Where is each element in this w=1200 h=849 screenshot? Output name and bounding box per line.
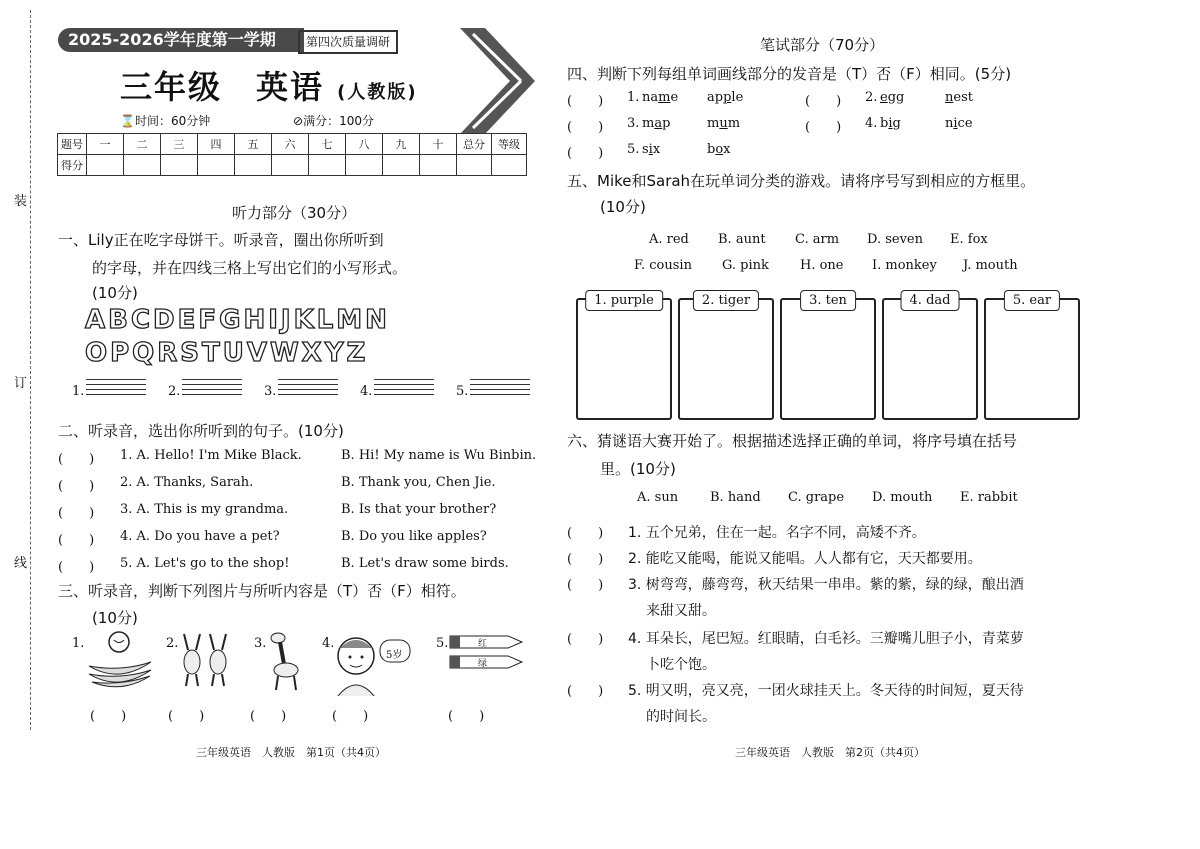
score-entry-cell[interactable] <box>87 155 124 176</box>
answer-paren: ( ) <box>567 632 604 647</box>
four-line-grid[interactable] <box>278 379 338 399</box>
score-table <box>57 133 527 176</box>
q3-points: (10分) <box>92 609 138 627</box>
score-header-cell: 二 <box>124 134 161 155</box>
item-number: 2. <box>865 90 878 105</box>
riddle-option: A. sun <box>637 490 679 505</box>
word-option: F. cousin <box>634 258 692 273</box>
q3-title: 三、听录音，判断下列图片与所听内容是（T）否（F）相符。 <box>58 582 466 600</box>
word-option: A. red <box>649 232 689 247</box>
q6-title: 六、猜谜语大赛开始了。根据描述选择正确的单词，将序号填在括号 <box>567 432 1018 450</box>
riddle-text: 1. 五个兄弟，住在一起。名字不同，高矮不齐。 <box>628 525 926 541</box>
answer-paren: ( ) <box>567 578 604 593</box>
word-option: H. one <box>800 258 844 273</box>
option-a: 2. A. Thanks, Sarah. <box>120 475 254 490</box>
q3-num-2: 2. <box>166 636 179 651</box>
category-box[interactable] <box>780 293 876 420</box>
item-number: 5. <box>627 142 640 157</box>
category-label: 5. ear <box>1004 290 1060 311</box>
score-entry-cell[interactable] <box>124 155 161 176</box>
exam-tag: 第四次质量调研 <box>298 30 398 54</box>
category-box[interactable] <box>882 293 978 420</box>
word-2: box <box>707 142 731 157</box>
category-label: 2. tiger <box>693 290 759 311</box>
score-entry-cell[interactable] <box>346 155 383 176</box>
cut-line <box>30 10 31 730</box>
score-header-cell: 题号 <box>58 134 87 155</box>
four-line-grid[interactable] <box>182 379 242 399</box>
binding-char: 装 <box>14 194 28 209</box>
page-title <box>120 62 418 108</box>
score-header-cell: 八 <box>346 134 383 155</box>
q1-points: (10分) <box>92 284 138 302</box>
score-header-cell: 九 <box>383 134 420 155</box>
binding-char: 线 <box>14 556 28 571</box>
rabbits-image <box>178 630 234 688</box>
riddle-text-cont: 卜吃个饱。 <box>646 657 716 673</box>
q1-title: 一、Lily正在吃字母饼干。听录音，圈出你所听到 <box>58 231 384 249</box>
answer-paren: ( ) <box>805 94 842 109</box>
score-header-cell: 总分 <box>457 134 492 155</box>
footer-right: 三年级英语 人教版 第2页（共4页） <box>735 746 925 759</box>
answer-paren: ( ) <box>250 709 287 724</box>
option-a: 4. A. Do you have a pet? <box>120 529 280 544</box>
score-info: ⊘满分：100分 <box>293 114 374 128</box>
answer-paren: ( ) <box>567 146 604 161</box>
term-banner: 2025-2026学年度第一学期 <box>58 28 304 52</box>
score-entry-cell[interactable] <box>235 155 272 176</box>
score-header-cell: 一 <box>87 134 124 155</box>
riddle-text: 4. 耳朵长，尾巴短。红眼睛，白毛衫。三瓣嘴儿胆子小，青菜萝 <box>628 631 1024 647</box>
answer-paren: ( ) <box>58 560 95 575</box>
q6-title-2: 里。(10分) <box>600 460 676 478</box>
word-2: apple <box>707 90 744 105</box>
blank-number: 1. <box>72 384 85 399</box>
blank-number: 3. <box>264 384 277 399</box>
score-entry-cell[interactable] <box>383 155 420 176</box>
q2-title: 二、听录音，选出你所听到的句子。(10分) <box>58 422 344 440</box>
answer-paren: ( ) <box>58 533 95 548</box>
full-score-text: 满分：100分 <box>303 114 374 128</box>
listening-heading: 听力部分（30分） <box>232 204 357 222</box>
q3-num-1: 1. <box>72 636 85 651</box>
riddle-text: 3. 树弯弯，藤弯弯，秋天结果一串串。紫的紫，绿的绿，酿出酒 <box>628 577 1024 593</box>
score-header-cell: 三 <box>161 134 198 155</box>
score-entry-cell[interactable] <box>420 155 457 176</box>
word-1: big <box>880 116 901 131</box>
option-b: B. Is that your brother? <box>341 502 497 517</box>
answer-paren: ( ) <box>332 709 369 724</box>
riddle-option: B. hand <box>710 490 761 505</box>
answer-paren: ( ) <box>58 506 95 521</box>
riddle-option: D. mouth <box>872 490 933 505</box>
word-option: I. monkey <box>872 258 937 273</box>
score-entry-cell[interactable] <box>161 155 198 176</box>
blank-number: 4. <box>360 384 373 399</box>
option-b: B. Do you like apples? <box>341 529 487 544</box>
riddle-text: 5. 明又明，亮又亮，一团火球挂天上。冬天待的时间短，夏天待 <box>628 683 1024 699</box>
score-header-cell: 六 <box>272 134 309 155</box>
word-1: map <box>642 116 671 131</box>
score-entry-cell[interactable] <box>272 155 309 176</box>
answer-paren: ( ) <box>448 709 485 724</box>
answer-paren: ( ) <box>567 684 604 699</box>
riddle-text-cont: 的时间长。 <box>646 709 716 725</box>
score-header-cell: 四 <box>198 134 235 155</box>
riddle-option: C. grape <box>788 490 845 505</box>
word-2: nice <box>945 116 973 131</box>
q3-num-3: 3. <box>254 636 267 651</box>
word-option: E. fox <box>950 232 988 247</box>
option-b: B. Hi! My name is Wu Binbin. <box>341 448 537 463</box>
answer-paren: ( ) <box>58 452 95 467</box>
option-b: B. Thank you, Chen Jie. <box>341 475 496 490</box>
q4-title: 四、判断下列每组单词画线部分的发音是（T）否（F）相同。(5分) <box>567 65 1012 83</box>
option-a: 5. A. Let's go to the shop! <box>120 556 290 571</box>
option-a: 3. A. This is my grandma. <box>120 502 289 517</box>
q1-title-2: 的字母，并在四线三格上写出它们的小写形式。 <box>92 259 408 277</box>
score-entry-cell[interactable] <box>457 155 492 176</box>
letters-row-2: OPQRSTUVWXYZ <box>85 338 369 368</box>
time-text: 时间：60分钟 <box>134 114 211 128</box>
item-number: 3. <box>627 116 640 131</box>
category-box[interactable] <box>576 293 672 420</box>
decorative-chevron <box>455 26 540 136</box>
word-option: D. seven <box>867 232 923 247</box>
age-bubble-text: 5岁 <box>386 650 403 661</box>
score-label-cell: 得分 <box>58 155 87 176</box>
title-text: 三年级 英语 <box>120 68 325 106</box>
q5-points: (10分) <box>600 198 646 216</box>
crayon-label-1: 红 <box>478 639 488 649</box>
item-number: 4. <box>865 116 878 131</box>
written-heading: 笔试部分（70分） <box>760 36 885 54</box>
word-option: B. aunt <box>718 232 766 247</box>
blank-number: 2. <box>168 384 181 399</box>
giraffe-image <box>266 630 302 692</box>
word-1: name <box>642 90 679 105</box>
word-option: J. mouth <box>963 258 1018 273</box>
word-option: C. arm <box>795 232 840 247</box>
word-2: mum <box>707 116 741 131</box>
answer-paren: ( ) <box>90 709 127 724</box>
score-header-cell: 七 <box>309 134 346 155</box>
category-box[interactable] <box>984 293 1080 420</box>
word-1: egg <box>880 90 905 105</box>
time-info: ⌛时间：60分钟 <box>120 114 211 128</box>
answer-paren: ( ) <box>567 94 604 109</box>
four-line-grid[interactable] <box>86 379 146 399</box>
crayon-label-2: 绿 <box>478 659 488 669</box>
letters-row-1: ABCDEFGHIJKLMN <box>85 305 390 335</box>
riddle-text-cont: 来甜又甜。 <box>646 603 716 619</box>
riddle-option: E. rabbit <box>960 490 1018 505</box>
score-entry-cell[interactable] <box>492 155 527 176</box>
q3-num-5: 5. <box>436 636 449 651</box>
answer-paren: ( ) <box>805 120 842 135</box>
blank-number: 5. <box>456 384 469 399</box>
answer-paren: ( ) <box>58 479 95 494</box>
score-header-cell: 等级 <box>492 134 527 155</box>
answer-paren: ( ) <box>567 526 604 541</box>
option-a: 1. A. Hello! I'm Mike Black. <box>120 448 302 463</box>
four-line-grid[interactable] <box>470 379 530 399</box>
edition-label: (人教版) <box>337 82 418 103</box>
item-number: 1. <box>627 90 640 105</box>
binding-margin <box>0 0 38 849</box>
answer-paren: ( ) <box>168 709 205 724</box>
bananas-image <box>84 628 154 688</box>
binding-char: 订 <box>14 376 28 391</box>
answer-paren: ( ) <box>567 120 604 135</box>
score-entry-cell[interactable] <box>309 155 346 176</box>
footer-left: 三年级英语 人教版 第1页（共4页） <box>196 746 386 759</box>
category-label: 1. purple <box>585 290 663 311</box>
q5-title: 五、Mike和Sarah在玩单词分类的游戏。请将序号写到相应的方框里。 <box>567 172 1036 190</box>
score-entry-cell[interactable] <box>198 155 235 176</box>
score-header-cell: 五 <box>235 134 272 155</box>
category-box[interactable] <box>678 293 774 420</box>
four-line-grid[interactable] <box>374 379 434 399</box>
score-header-cell: 十 <box>420 134 457 155</box>
q3-num-4: 4. <box>322 636 335 651</box>
riddle-text: 2. 能吃又能喝，能说又能唱。人人都有它，天天都要用。 <box>628 551 982 567</box>
answer-paren: ( ) <box>567 552 604 567</box>
word-1: six <box>642 142 661 157</box>
category-label: 4. dad <box>901 290 960 311</box>
word-2: nest <box>945 90 973 105</box>
word-option: G. pink <box>722 258 769 273</box>
boy-image <box>330 630 414 696</box>
option-b: B. Let's draw some birds. <box>341 556 509 571</box>
category-label: 3. ten <box>800 290 856 311</box>
